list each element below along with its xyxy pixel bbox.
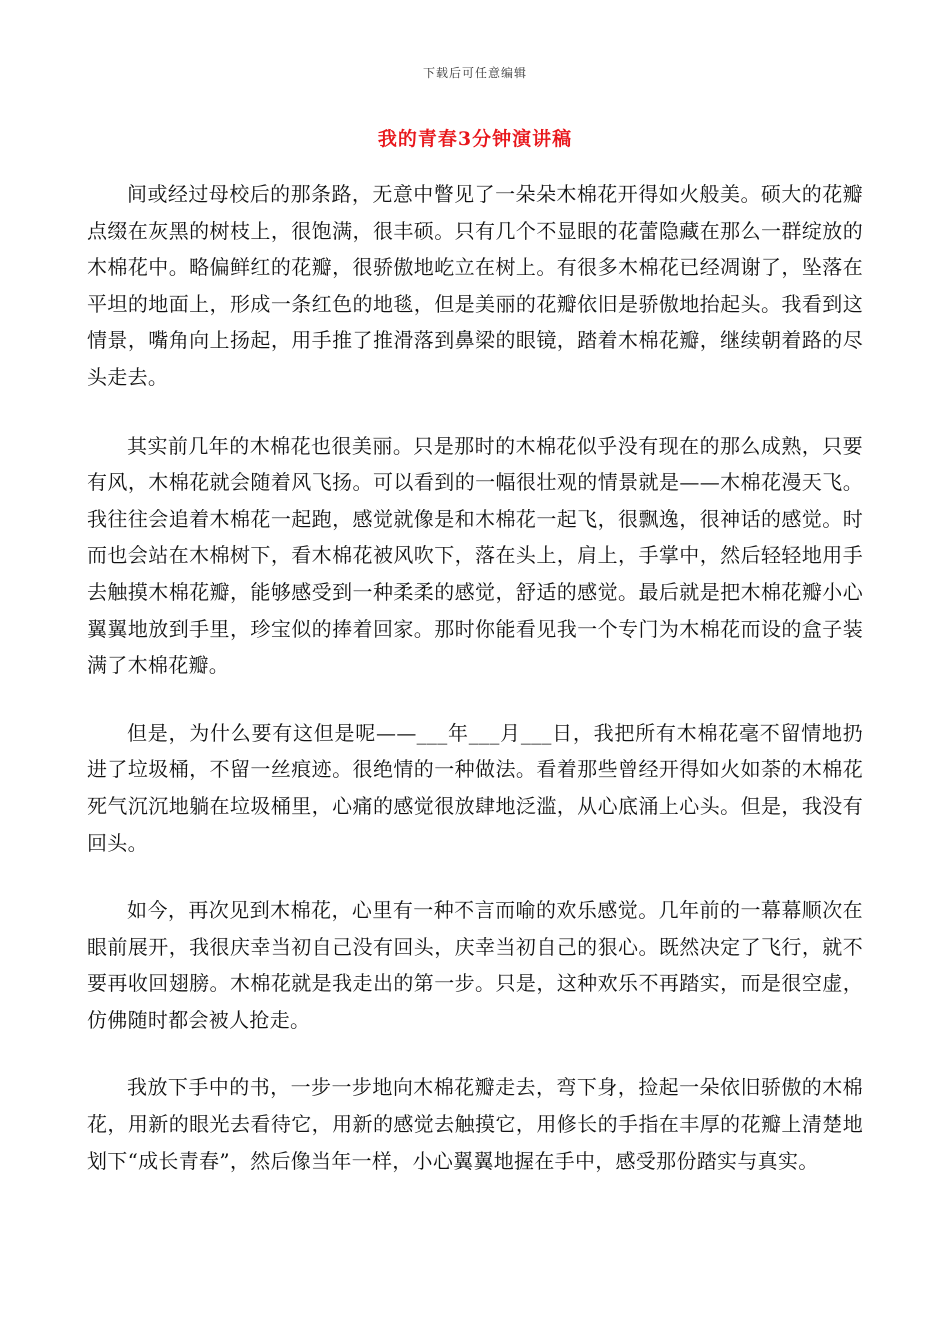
paragraph: 但是，为什么要有这但是呢——___年___月___日，我把所有木棉花毫不留情地扔进了垃圾桶，不留一丝痕迹。很绝情的一种做法。看着那些曾经开得如火如荼的木棉花死气沉沉地躺在垃圾桶里，心痛的感觉很放肆地泛滥，从心底涌上心头。但是，我没有回头。 — [87, 720, 863, 855]
header-note: 下载后可任意编辑 — [422, 66, 527, 80]
document-title: 我的青春3分钟演讲稿 — [377, 128, 573, 150]
paragraph: 其实前几年的木棉花也很美丽。只是那时的木棉花似乎没有现在的那么成熟，只要有风，木棉花就会随着风飞扬。可以看到的一幅很壮观的情景就是——木棉花漫天飞。我往往会追着木棉花一起跑，感觉就像是和木棉花一起飞，很飘逸，很神话的感觉。时而也会站在木棉树下，看木棉花被风吹下，落在头上，肩上，手掌中，然后轻轻地用手去触摸木棉花瓣，能够感受到一种柔柔的感觉，舒适的感觉。最后就是把木棉花瓣小心翼翼地放到手里，珍宝似的捧着回家。那时你能看见我一个专门为木棉花而设的盒子装满了木棉花瓣。 — [87, 433, 863, 678]
document-body — [87, 176, 863, 1211]
paragraph: 间或经过母校后的那条路，无意中瞥见了一朵朵木棉花开得如火般美。硕大的花瓣点缀在灰黑的树枝上，很饱满，很丰硕。只有几个不显眼的花蕾隐藏在那么一群绽放的木棉花中。略偏鲜红的花瓣，很骄傲地屹立在树上。有很多木棉花已经凋谢了，坠落在平坦的地面上，形成一条红色的地毯，但是美丽的花瓣依旧是骄傲地抬起头。我看到这情景，嘴角向上扬起，用手推了推滑落到鼻梁的眼镜，踏着木棉花瓣，继续朝着路的尽头走去。 — [87, 182, 863, 389]
paragraph: 如今，再次见到木棉花，心里有一种不言而喻的欢乐感觉。几年前的一幕幕顺次在眼前展开，我很庆幸当初自己没有回头，庆幸当初自己的狠心。既然决定了飞行，就不要再收回翅膀。木棉花就是我走出的第一步。只是，这种欢乐不再踏实，而是很空虚，仿佛随时都会被人抢走。 — [87, 898, 863, 1032]
paragraph: 我放下手中的书，一步一步地向木棉花瓣走去，弯下身，捡起一朵依旧骄傲的木棉花，用新的眼光去看待它，用新的感觉去触摸它，用修长的手指在丰厚的花瓣上清楚地划下“成长青春”，然后像当年一样，小心翼翼地握在手中，感受那份踏实与真实。 — [87, 1075, 863, 1173]
